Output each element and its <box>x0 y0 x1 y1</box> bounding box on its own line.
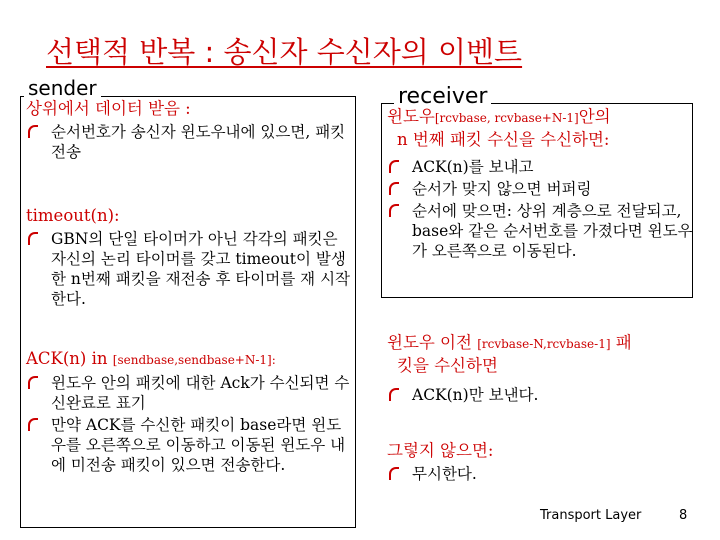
list-item: 무시한다. <box>387 464 693 484</box>
bullet-icon <box>389 467 399 480</box>
receiver-section-in-window <box>387 106 693 261</box>
bullet-icon <box>28 232 38 245</box>
sender-heading-timeout: timeout(n): <box>26 206 120 225</box>
receiver-heading-in-window-line2: n 번째 패킷 수신을 수신하면: <box>397 130 610 149</box>
list-item: 만약 ACK를 수신한 패킷이 base라면 윈도우를 오른쪽으로 이동하고 이동된 윈도우 내에 미전송 패킷이 있으면 전송한다. <box>26 415 350 475</box>
list-item: 순서가 맞지 않으면 버퍼링 <box>387 179 693 199</box>
sender-section-ack <box>26 348 350 475</box>
receiver-label: receiver <box>394 84 491 109</box>
sender-label: sender <box>24 76 101 100</box>
receiver-heading-before-window-line2: 킷을 수신하면 <box>397 356 498 375</box>
receiver-section-otherwise <box>387 440 693 484</box>
bullet-icon <box>28 376 38 389</box>
bullet-icon <box>389 388 399 401</box>
list-item: 순서번호가 송신자 윈도우내에 있으면, 패킷 전송 <box>26 122 350 162</box>
footer-label: Transport Layer <box>540 508 642 523</box>
bullet-icon <box>28 125 38 138</box>
receiver-heading-otherwise: 그렇지 않으면: <box>387 441 494 460</box>
receiver-heading-before-window: 윈도우 이전 [rcvbase-N,rcvbase-1] 패 <box>387 333 632 352</box>
sender-section-data-from-above <box>26 98 350 162</box>
list-item: 순서에 맞으면: 상위 계층으로 전달되고, base와 같은 순서번호를 가졌다면 윈도우가 오른쪽으로 이동된다. <box>387 201 693 261</box>
bullet-icon <box>389 160 399 173</box>
list-item: ACK(n)를 보내고 <box>387 157 693 177</box>
list-item: 윈도우 안의 패킷에 대한 Ack가 수신되면 수신완료로 표기 <box>26 373 350 413</box>
bullet-icon <box>28 418 38 431</box>
sender-heading-ack: ACK(n) in [sendbase,sendbase+N-1]: <box>26 349 276 368</box>
slide-title: 선택적 반복 : 송신자 수신자의 이벤트 <box>46 35 523 69</box>
receiver-section-before-window <box>387 332 693 405</box>
list-item: GBN의 단일 타이머가 아닌 각각의 패킷은 자신의 논리 타이머를 갖고 timeout이 발생한 n번째 패킷을 재전송 후 타이머를 재 시작한다. <box>26 229 350 309</box>
sender-section-timeout <box>26 205 350 309</box>
receiver-heading-in-window: 윈도우[rcvbase, rcvbase+N-1]안의 <box>387 107 611 126</box>
page-number: 8 <box>679 508 688 523</box>
sender-heading-data-from-above: 상위에서 데이터 받음 : <box>26 99 191 118</box>
bullet-icon <box>389 204 399 217</box>
list-item: ACK(n)만 보낸다. <box>387 385 693 405</box>
bullet-icon <box>389 182 399 195</box>
